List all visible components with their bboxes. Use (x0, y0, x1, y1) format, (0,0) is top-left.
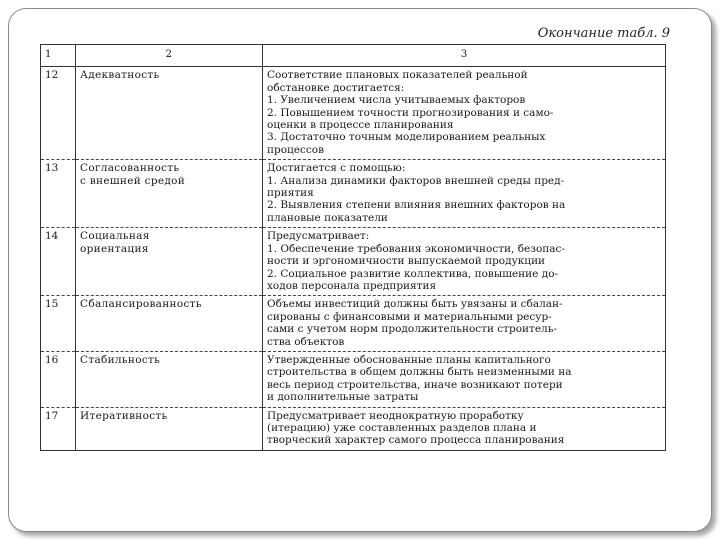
description-line: ходов персонала предприятия (267, 279, 437, 292)
table-row (41, 296, 666, 352)
row-description (263, 351, 666, 407)
row-description (263, 296, 666, 352)
description-line: 1. Анализа динамики факторов внешней среды пред- (267, 174, 565, 187)
principles-table (40, 44, 666, 451)
row-number: 13 (41, 160, 76, 228)
row-criterion (76, 351, 263, 407)
description-line: (итерацию) уже составленных разделов плана и (267, 421, 537, 434)
row-number: 12 (41, 67, 76, 160)
description-line: оценки в процессе планирования (267, 119, 454, 132)
description-line: Достигается с помощью: (267, 162, 406, 175)
description-line: 2. Выявления степени влияния внешних факторов на (267, 199, 566, 212)
criterion-line: с внешней средой (80, 174, 186, 187)
table-row (41, 67, 666, 160)
row-criterion (76, 160, 263, 228)
row-description (263, 67, 666, 160)
row-description (263, 160, 666, 228)
table-row (41, 351, 666, 407)
header-col-3: 3 (263, 45, 666, 67)
description-line: Объемы инвестиций должны быть увязаны и сбалан- (267, 298, 563, 311)
description-line: 1. Увеличением числа учитываемых факторов (267, 94, 526, 107)
criterion-line: ориентация (80, 242, 149, 255)
description-line: ства объектов (267, 335, 345, 348)
description-line: 2. Социальное развитие коллектива, повышение до- (267, 267, 559, 280)
description-line: строительства в общем должны быть неизменными на (267, 366, 572, 379)
table-row (41, 407, 666, 450)
description-line: 1. Обеспечение требования экономичности, безопас- (267, 242, 565, 255)
row-criterion (76, 67, 263, 160)
description-line: сами с учетом норм продолжительности строитель- (267, 323, 557, 336)
criterion-line: Социальная (80, 230, 150, 243)
table-header-row (41, 45, 666, 67)
description-line: обстановке достигается: (267, 81, 405, 94)
description-line: плановые показатели (267, 211, 388, 224)
description-line: и дополнительные затраты (267, 391, 419, 404)
row-criterion (76, 228, 263, 296)
row-criterion (76, 296, 263, 352)
header-col-2: 2 (76, 45, 263, 67)
criterion-line: Стабильность (80, 353, 161, 366)
table-row (41, 160, 666, 228)
description-line: Предусматривает: (267, 230, 370, 243)
table-row (41, 228, 666, 296)
description-line: Утвержденные обоснованные планы капитального (267, 353, 551, 366)
description-line: 3. Достаточно точным моделированием реальных (267, 131, 546, 144)
row-number: 16 (41, 351, 76, 407)
description-line: творческий характер самого процесса планирования (267, 434, 565, 447)
criterion-line: Итеративность (80, 409, 168, 422)
description-line: Предусматривает неоднократную проработку (267, 409, 524, 422)
description-line: 2. Повышением точности прогнозирования и само- (267, 106, 554, 119)
description-line: ности и эргономичности выпускаемой продукции (267, 255, 546, 268)
description-line: процессов (267, 143, 325, 156)
row-number: 17 (41, 407, 76, 450)
row-description (263, 228, 666, 296)
criterion-line: Адекватность (80, 69, 160, 82)
description-line: приятия (267, 187, 314, 200)
description-line: сированы с финансовыми и материальными ресур- (267, 310, 552, 323)
criterion-line: Согласованность (80, 162, 180, 175)
description-line: Соответствие плановых показателей реальной (267, 69, 528, 82)
row-criterion (76, 407, 263, 450)
row-description (263, 407, 666, 450)
header-col-1: 1 (41, 45, 76, 67)
description-line: весь период строительства, иначе возникают потери (267, 378, 563, 391)
criterion-line: Сбалансированность (80, 298, 202, 311)
row-number: 14 (41, 228, 76, 296)
table-caption: Окончание табл. 9 (537, 26, 670, 41)
row-number: 15 (41, 296, 76, 352)
